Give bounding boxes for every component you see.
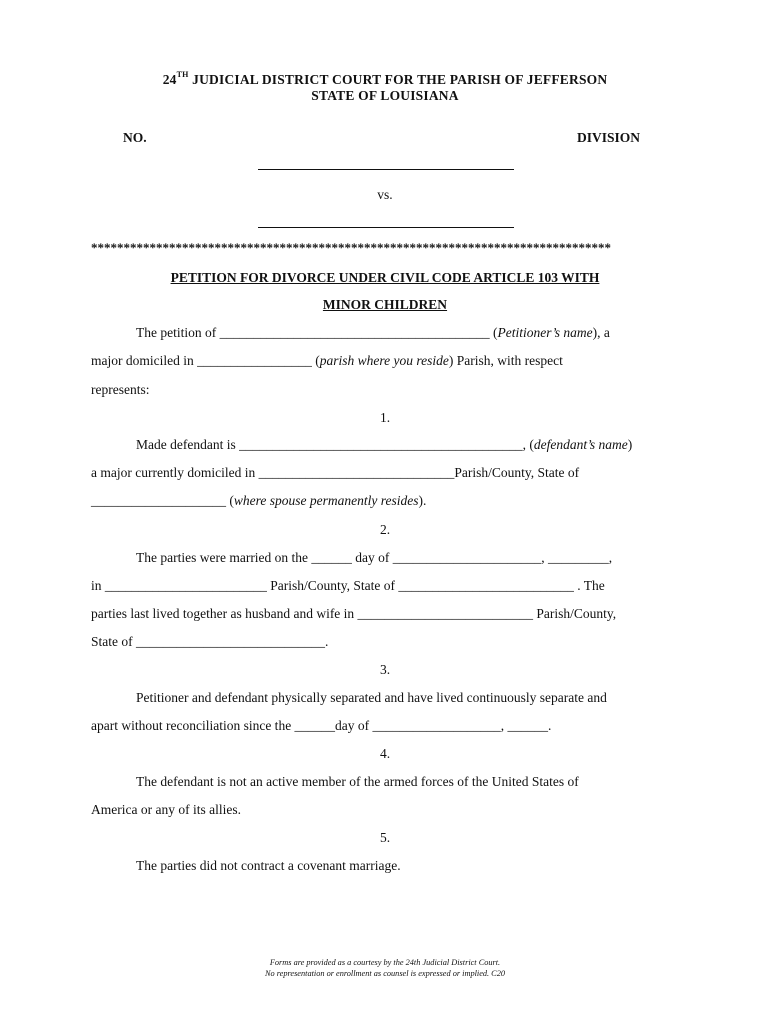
state-heading: STATE OF LOUISIANA xyxy=(311,88,459,103)
p1-line-3-text: ____________________ ( xyxy=(91,493,234,508)
p2-line-1: The parties were married on the ______ day of ______________________, _________, xyxy=(136,550,613,565)
p2-line-2: in ________________________ Parish/County, State of __________________________ . The xyxy=(91,578,605,593)
intro-line-2-end: ) Parish, with respect xyxy=(448,353,563,368)
docket-number-label: NO. xyxy=(123,130,147,145)
defendant-name-hint: defendant’s name xyxy=(533,437,628,452)
intro-line-3: represents: xyxy=(91,382,150,397)
p1-line-2: a major currently domiciled in _____________________________Parish/County, State of xyxy=(91,465,580,480)
spouse-residence-hint: where spouse permanently resides xyxy=(233,493,419,508)
intro-line-1 xyxy=(136,325,610,341)
intro-line-1-end: ), a xyxy=(592,325,610,340)
footer-disclaimer: No representation or enrollment as counsel is expressed or implied. C20 xyxy=(264,969,506,978)
petitioner-name-hint: Petitioner’s name xyxy=(497,325,593,340)
paragraph-5-number: 5. xyxy=(379,830,391,845)
p1-line-1 xyxy=(136,437,632,453)
division-label: DIVISION xyxy=(577,130,641,145)
paragraph-1-number: 1. xyxy=(379,410,391,425)
p3-line-1: Petitioner and defendant physically separated and have lived continuously separate and xyxy=(136,690,607,705)
p1-line-1-end: ) xyxy=(627,437,633,452)
p4-line-2: America or any of its allies. xyxy=(91,802,241,817)
caption-separator: ******************************************************************************** xyxy=(91,240,611,255)
defendant-caption-line[interactable] xyxy=(258,227,514,228)
intro-line-1-text: The petition of ________________________________________ ( xyxy=(136,325,498,340)
p1-line-3 xyxy=(91,493,426,509)
court-heading xyxy=(0,72,770,88)
petitioner-caption-line[interactable] xyxy=(258,169,514,170)
petition-title-line1: PETITION FOR DIVORCE UNDER CIVIL CODE ARTICLE 103 WITH xyxy=(170,270,600,285)
paragraph-2-number: 2. xyxy=(379,522,391,537)
p5-line-1: The parties did not contract a covenant marriage. xyxy=(136,858,401,873)
paragraph-4-number: 4. xyxy=(379,746,391,761)
p1-line-1-text: Made defendant is __________________________________________, ( xyxy=(136,437,534,452)
court-name: JUDICIAL DISTRICT COURT FOR THE PARISH OF JEFFERSON xyxy=(188,72,608,87)
p2-line-3: parties last lived together as husband and wife in __________________________ Parish/County, xyxy=(91,606,617,621)
court-number-suffix: TH xyxy=(176,70,189,79)
p3-line-2: apart without reconciliation since the ______day of ___________________, ______. xyxy=(91,718,552,733)
parish-hint: parish where you reside xyxy=(319,353,449,368)
p2-line-4: State of ____________________________. xyxy=(91,634,329,649)
paragraph-3-number: 3. xyxy=(379,662,391,677)
intro-line-2-text: major domiciled in _________________ ( xyxy=(91,353,320,368)
versus-label: vs. xyxy=(377,187,393,202)
intro-line-2 xyxy=(91,353,563,369)
petition-title-line2: MINOR CHILDREN xyxy=(322,297,448,312)
p4-line-1: The defendant is not an active member of the armed forces of the United States of xyxy=(136,774,579,789)
footer-courtesy-note: Forms are provided as a courtesy by the 24th Judicial District Court. xyxy=(269,958,501,967)
court-number: 24 xyxy=(162,72,177,87)
p1-line-3-end: ). xyxy=(418,493,427,508)
